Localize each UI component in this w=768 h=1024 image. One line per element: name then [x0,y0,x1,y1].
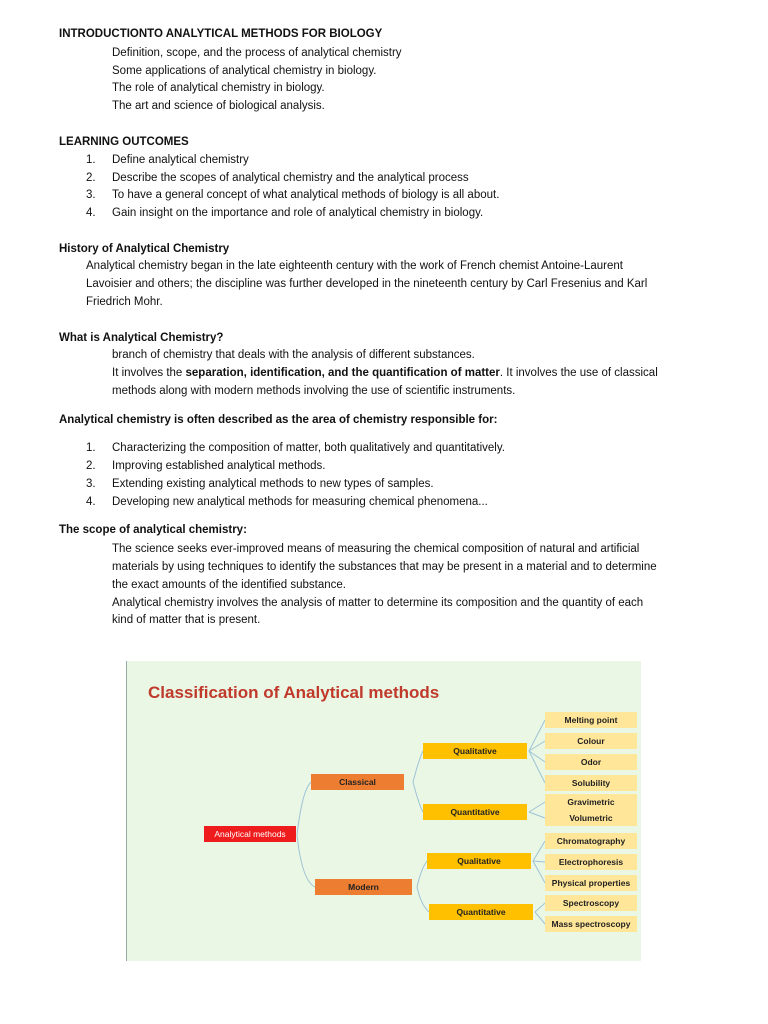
classification-diagram [126,661,641,961]
outcome-item: To have a general concept of what analytical methods of biology is all about. [112,189,500,201]
history-paragraph-line: Lavoisier and others; the discipline was further developed in the nineteenth century by Carl Fresenius and Karl [86,278,648,290]
list-number: 4. [86,496,96,508]
responsible-item: Developing new analytical methods for measuring chemical phenomena... [112,496,488,508]
leaf-mass-spectroscopy: Mass spectroscopy [545,916,637,932]
scope-item-line: The science seeks ever-improved means of measuring the chemical composition of natural and artificial [112,543,640,555]
intro-item: The art and science of biological analysis. [112,100,325,112]
outcome-item: Define analytical chemistry [112,154,249,166]
connector-line [417,887,429,912]
connector-line [535,903,545,912]
what-is-item-text: . It involves the use of classical [499,367,658,379]
connector-line [533,861,545,883]
responsible-title: Analytical chemistry is often described as the area of chemistry responsible for: [59,414,498,426]
connector-line [533,841,545,861]
node-modern-qualitative: Qualitative [427,853,531,869]
scope-item-line: kind of matter that is present. [112,614,261,626]
leaf-melting-point: Melting point [545,712,637,728]
leaf-gravimetric: Gravimetric [545,794,637,810]
list-number: 2. [86,172,96,184]
node-modern: Modern [315,879,412,895]
list-number: 1. [86,442,96,454]
connector-line [529,812,545,818]
what-is-item-line: methods along with modern methods involving the use of scientific instruments. [112,385,516,397]
intro-item: The role of analytical chemistry in biology. [112,82,325,94]
what-is-item [112,365,658,382]
responsible-item: Improving established analytical methods. [112,460,326,472]
connector-line [417,861,427,887]
leaf-physical-properties: Physical properties [545,875,637,891]
connector-line [529,802,545,812]
list-number: 4. [86,207,96,219]
leaf-chromatography: Chromatography [545,833,637,849]
list-number: 1. [86,154,96,166]
outcome-item: Describe the scopes of analytical chemistry and the analytical process [112,172,469,184]
leaf-electrophoresis: Electrophoresis [545,854,637,870]
connector-line [413,782,423,812]
history-paragraph-line: Analytical chemistry began in the late eighteenth century with the work of French chemist Antoine-Laurent [86,260,623,272]
learning-outcomes-title: LEARNING OUTCOMES [59,136,189,148]
responsible-item: Characterizing the composition of matter, both qualitatively and quantitatively. [112,442,505,454]
list-number: 3. [86,189,96,201]
node-classical: Classical [311,774,404,790]
diagram-title: Classification of Analytical methods [148,683,440,702]
leaf-solubility: Solubility [545,775,637,791]
connector-line [529,751,545,783]
history-paragraph-line: Friedrich Mohr. [86,296,163,308]
leaf-volumetric: Volumetric [545,810,637,826]
node-analytical-methods: Analytical methods [204,826,296,842]
scope-item-line: materials by using techniques to identify the substances that may be present in a material and to determine [112,561,657,573]
node-classical-quantitative: Quantitative [423,804,527,820]
leaf-odor: Odor [545,754,637,770]
scope-title: The scope of analytical chemistry: [59,524,247,536]
leaf-colour: Colour [545,733,637,749]
intro-item: Some applications of analytical chemistry in biology. [112,65,377,77]
scope-item-line: Analytical chemistry involves the analysis of matter to determine its composition and the quantity of each [112,597,644,609]
leaf-spectroscopy: Spectroscopy [545,895,637,911]
connector-line [297,782,311,835]
responsible-item: Extending existing analytical methods to new types of samples. [112,478,434,490]
list-number: 2. [86,460,96,472]
outcome-item: Gain insight on the importance and role of analytical chemistry in biology. [112,207,484,219]
connector-line [297,835,315,887]
what-is-item-emphasis: separation, identification, and the quantification of matter [185,367,500,379]
list-number: 3. [86,478,96,490]
connector-line [533,861,545,862]
intro-item: Definition, scope, and the process of analytical chemistry [112,47,402,59]
connector-line [535,912,545,924]
connector-line [413,751,423,782]
node-classical-qualitative: Qualitative [423,743,527,759]
scope-item-line: the exact amounts of the identified substance. [112,579,346,591]
what-is-item: branch of chemistry that deals with the analysis of different substances. [112,349,475,361]
intro-title: INTRODUCTIONTO ANALYTICAL METHODS FOR BIOLOGY [59,28,383,40]
node-modern-quantitative: Quantitative [429,904,533,920]
history-title: History of Analytical Chemistry [59,243,230,255]
what-is-title: What is Analytical Chemistry? [59,332,224,344]
what-is-item-text: It involves the [112,367,186,379]
